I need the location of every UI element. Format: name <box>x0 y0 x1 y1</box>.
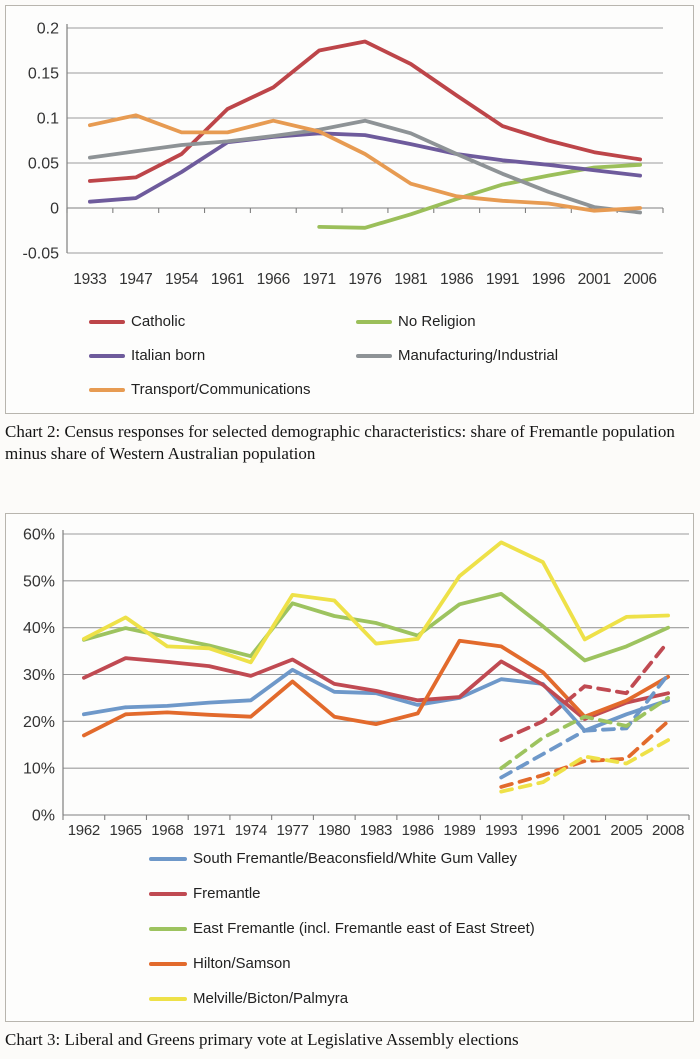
legend-item-melville-bicton-palmyra <box>149 990 348 1007</box>
x-axis-tick-label: 1971 <box>192 822 226 839</box>
x-axis-tick-label: 2005 <box>610 822 643 839</box>
x-axis-tick-label: 1962 <box>67 822 100 839</box>
x-axis-tick-label: 1996 <box>526 822 560 839</box>
x-axis-tick-label: 2001 <box>568 822 601 839</box>
legend-label: No Religion <box>398 313 476 330</box>
x-axis-tick-label: 1947 <box>119 271 153 288</box>
legend-item-hilton-samson <box>149 955 291 972</box>
legend-label: Melville/Bicton/Palmyra <box>193 990 349 1007</box>
x-axis-tick-label: 1986 <box>401 822 434 839</box>
legend-swatch-fremantle <box>149 892 187 896</box>
legend-label: Transport/Communications <box>131 381 311 398</box>
x-axis-tick-label: 1965 <box>109 822 142 839</box>
legend-item-manufacturing-industrial <box>356 347 558 364</box>
y-axis-tick-label: 0.15 <box>27 65 59 83</box>
y-axis-tick-label: 0.05 <box>27 155 59 173</box>
x-axis-tick-label: 1981 <box>394 271 428 288</box>
legend-label: Italian born <box>131 347 206 364</box>
series-line-melville-bicton-palmyra <box>84 542 668 662</box>
x-axis-tick-label: 1968 <box>151 822 184 839</box>
legend-item-fremantle <box>149 885 261 902</box>
x-axis-tick-label: 2001 <box>577 271 611 288</box>
y-axis-tick-label: 0.2 <box>36 20 59 38</box>
x-axis-tick-label: 1993 <box>485 822 518 839</box>
legend-label: Catholic <box>131 313 186 330</box>
series-line-catholic <box>90 42 640 182</box>
chart2-caption: Chart 2: Census responses for selected demographic characteristics: share of Fremantle population minus share of Western Australian population <box>5 422 675 464</box>
chart2-figure <box>5 5 694 414</box>
x-axis-tick-label: 1986 <box>440 271 474 288</box>
legend-swatch-melville-bicton-palmyra <box>149 997 187 1001</box>
chart3-figure <box>5 513 694 1022</box>
chart3-plot <box>6 514 694 1022</box>
legend-item-italian-born <box>89 347 205 364</box>
legend-label: South Fremantle/Beaconsfield/White Gum Valley <box>193 850 518 867</box>
legend-swatch-transport-communications <box>89 388 125 392</box>
x-axis-tick-label: 2006 <box>623 271 657 288</box>
x-axis-tick-label: 1991 <box>485 271 520 288</box>
y-axis-tick-label: 30% <box>22 667 55 684</box>
legend-label: East Fremantle (incl. Fremantle east of East Street) <box>193 920 535 937</box>
legend-item-east-fremantle-incl-fremantle-east-of-east-street <box>149 920 535 937</box>
legend-swatch-hilton-samson <box>149 962 187 966</box>
x-axis-tick-label: 1974 <box>234 822 267 839</box>
y-axis-tick-label: 0.1 <box>36 110 59 128</box>
legend-label: Fremantle <box>193 885 261 902</box>
x-axis-tick-label: 1983 <box>359 822 393 839</box>
legend-swatch-east-fremantle-incl-fremantle-east-of-east-street <box>149 927 187 931</box>
legend-swatch-manufacturing-industrial <box>356 354 392 358</box>
x-axis-tick-label: 1961 <box>210 271 245 288</box>
x-axis-tick-label: 1980 <box>318 822 351 839</box>
series-line-no-religion <box>319 165 640 228</box>
y-axis-tick-label: 10% <box>22 760 55 778</box>
legend-swatch-south-fremantle-beaconsfield-white-gum-valley <box>149 857 187 861</box>
legend-item-catholic <box>89 313 185 330</box>
series-line-melville-bicton-palmyra-greens <box>501 740 668 792</box>
legend-item-transport-communications <box>89 381 311 398</box>
x-axis-tick-label: 2008 <box>652 822 685 839</box>
y-axis-tick-label: 50% <box>22 573 55 591</box>
x-axis-tick-label: 1954 <box>164 271 199 288</box>
legend-item-no-religion <box>356 313 476 330</box>
legend-label: Hilton/Samson <box>193 955 291 972</box>
x-axis-tick-label: 1977 <box>276 822 309 839</box>
y-axis-tick-label: 20% <box>22 713 55 731</box>
x-axis-tick-label: 1933 <box>73 271 107 288</box>
y-axis-tick-label: 0% <box>31 807 55 825</box>
x-axis-tick-label: 1996 <box>531 271 566 288</box>
legend-label: Manufacturing/Industrial <box>398 347 559 364</box>
y-axis-tick-label: 0 <box>50 200 59 218</box>
y-axis-tick-label: 60% <box>22 526 55 544</box>
legend-swatch-italian-born <box>89 354 125 358</box>
y-axis-tick-label: 40% <box>22 620 55 638</box>
x-axis-tick-label: 1989 <box>443 822 476 839</box>
legend-swatch-catholic <box>89 320 125 324</box>
x-axis-tick-label: 1971 <box>302 271 336 288</box>
legend-swatch-no-religion <box>356 320 392 324</box>
x-axis-tick-label: 1976 <box>348 271 382 288</box>
y-axis-tick-label: -0.05 <box>22 245 59 263</box>
chart3-caption: Chart 3: Liberal and Greens primary vote at Legislative Assembly elections <box>5 1030 519 1049</box>
legend-item-south-fremantle-beaconsfield-white-gum-valley <box>149 850 517 867</box>
x-axis-tick-label: 1966 <box>256 271 290 288</box>
